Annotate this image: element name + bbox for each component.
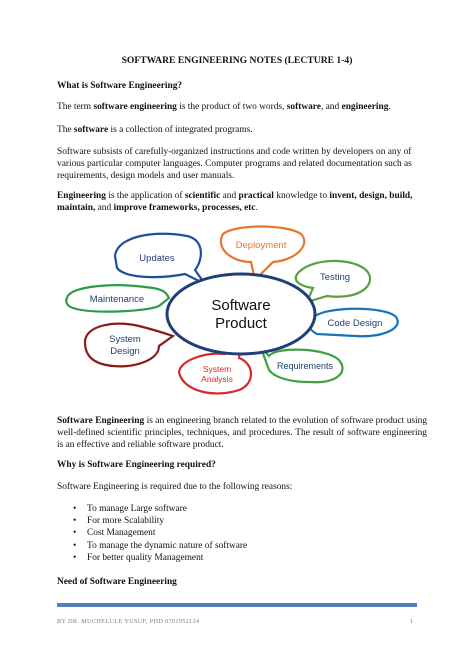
text-run-bold: Software Engineering <box>57 416 145 426</box>
footer-author: BY DR. MUCHELULE YUSUF, PHD 0701952124 <box>57 618 200 625</box>
heading-need-of-se: Need of Software Engineering <box>57 577 177 587</box>
petal-updates <box>115 234 205 284</box>
label-requirements: Requirements <box>276 361 334 371</box>
label-updates: Updates <box>139 253 175 264</box>
text-run-bold: improve frameworks, processes, etc <box>113 203 256 213</box>
paragraph-software-subsists: Software subsists of carefully-organized instructions and code written by developers on any of various particular computer languages. Computer programs and related documentation such as requirements, design models and user manuals. <box>57 147 412 181</box>
reasons-list <box>57 503 247 564</box>
page-number: 1 <box>410 618 414 625</box>
list-item: • To manage Large software <box>57 503 247 515</box>
text-run: is a collection of integrated programs. <box>108 125 253 135</box>
label-system-analysis-2: Analysis <box>201 374 233 384</box>
text-run: The <box>57 125 74 135</box>
petal-system-design <box>85 324 173 367</box>
footer-divider <box>57 603 417 607</box>
list-item: • For more Scalability <box>57 515 247 527</box>
text-run: knowledge to <box>273 191 330 201</box>
center-ellipse <box>167 274 315 354</box>
list-item: • Cost Management <box>57 527 247 539</box>
label-code-design: Code Design <box>327 318 383 329</box>
software-product-diagram <box>55 222 420 407</box>
petal-deployment <box>221 227 304 281</box>
paragraph-reasons-intro: Software Engineering is required due to the following reasons: <box>57 482 293 492</box>
text-run: . <box>255 203 258 213</box>
label-system-design-1: System <box>109 334 141 345</box>
label-maintenance: Maintenance <box>89 294 145 305</box>
text-run-bold: invent, design, build, maintain, <box>57 191 413 213</box>
text-run: is the product of two words, <box>176 102 287 112</box>
text-run: . <box>388 102 391 112</box>
page-title: SOFTWARE ENGINEERING NOTES (LECTURE 1-4) <box>121 55 353 66</box>
petal-code-design <box>310 309 398 336</box>
list-item: • For better quality Management <box>57 552 247 564</box>
label-deployment: Deployment <box>235 240 287 251</box>
petal-requirements <box>261 348 342 382</box>
text-run: and <box>220 191 239 201</box>
text-run-bold: software engineering <box>93 102 177 112</box>
text-run-bold: Engineering <box>57 191 106 201</box>
paragraph-se-branch <box>57 415 427 451</box>
paragraph-engineering-definition <box>57 190 427 214</box>
paragraph-software-definition <box>57 124 427 136</box>
text-run-bold: software <box>286 102 321 112</box>
heading-what-is-se: What is Software Engineering? <box>57 81 183 91</box>
text-run-bold: practical <box>238 191 274 201</box>
heading-why-required: Why is Software Engineering required? <box>57 460 216 470</box>
list-item: • To manage the dynamic nature of software <box>57 540 247 552</box>
paragraph-term-definition <box>57 101 427 113</box>
text-run-bold: engineering <box>341 102 389 112</box>
text-run: and <box>95 203 114 213</box>
petal-maintenance <box>66 285 169 311</box>
text-run: The term <box>57 102 94 112</box>
label-system-analysis-1: System <box>202 364 232 374</box>
center-label-line1: Software <box>211 297 271 314</box>
label-testing: Testing <box>319 272 351 283</box>
text-run: , and <box>320 102 342 112</box>
text-run: is the application of <box>105 191 185 201</box>
text-run: is an engineering branch related to the evolution of software product using well-defined scientific principles, techniques, and procedures. The result of software engineering is an effective and reliable software product. <box>57 416 428 450</box>
text-run-bold: software <box>73 125 109 135</box>
center-label-line2: Product <box>215 315 267 332</box>
label-system-design-2: Design <box>110 346 140 357</box>
text-run-bold: scientific <box>184 191 221 201</box>
